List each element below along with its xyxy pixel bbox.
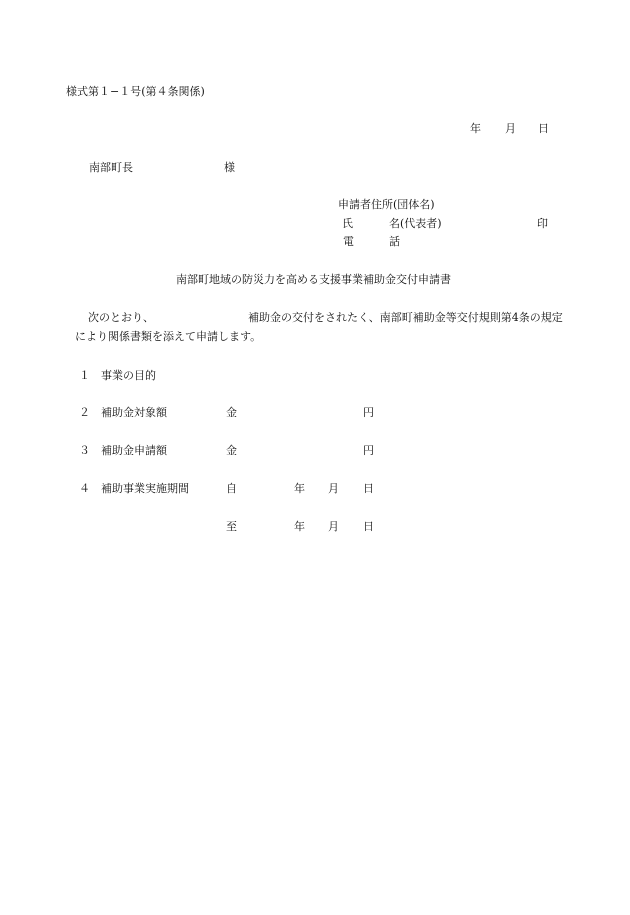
item-2-unit: 円 bbox=[363, 406, 374, 419]
item-1-number: １ bbox=[79, 369, 90, 382]
date-month: 月 bbox=[505, 122, 516, 135]
item-2-number: ２ bbox=[79, 406, 90, 419]
item-4-number: ４ bbox=[79, 482, 90, 495]
date-day: 日 bbox=[538, 122, 549, 135]
item-4-label: 補助事業実施期間 bbox=[101, 482, 189, 495]
item-3-unit: 円 bbox=[363, 444, 374, 457]
item-4-from: 自 bbox=[226, 482, 237, 495]
body-line1-b: 補助金の交付をされたく、南部町補助金等交付規則第4条の規定 bbox=[248, 311, 563, 324]
addressee-honorific: 様 bbox=[224, 161, 235, 174]
applicant-phone-label-1: 電 bbox=[343, 235, 354, 248]
form-number: 様式第１−１号(第４条関係) bbox=[66, 85, 205, 98]
item-3-label: 補助金申請額 bbox=[101, 444, 167, 457]
document-title: 南部町地域の防災力を高める支援事業補助金交付申請書 bbox=[176, 273, 451, 286]
item-4-to-day: 日 bbox=[363, 520, 374, 533]
item-1-label: 事業の目的 bbox=[101, 369, 156, 382]
item-4-from-month: 月 bbox=[328, 482, 339, 495]
item-4-from-year: 年 bbox=[294, 482, 305, 495]
applicant-name-label-2: 名(代表者) bbox=[389, 217, 442, 230]
applicant-name-label-1: 氏 bbox=[342, 217, 353, 230]
applicant-address-label: 申請者住所(団体名) bbox=[338, 198, 435, 211]
seal-mark: 印 bbox=[537, 217, 548, 230]
item-4-to: 至 bbox=[226, 520, 237, 533]
date-year: 年 bbox=[470, 122, 481, 135]
body-line2: により関係書類を添えて申請します。 bbox=[75, 330, 262, 343]
item-3-number: ３ bbox=[79, 444, 90, 457]
item-2-prefix: 金 bbox=[226, 406, 237, 419]
item-4-from-day: 日 bbox=[363, 482, 374, 495]
body-line1-a: 次のとおり、 bbox=[88, 311, 154, 324]
item-4-to-year: 年 bbox=[294, 520, 305, 533]
addressee-name: 南部町長 bbox=[89, 161, 133, 174]
item-4-to-month: 月 bbox=[328, 520, 339, 533]
item-2-label: 補助金対象額 bbox=[101, 406, 167, 419]
applicant-phone-label-2: 話 bbox=[389, 235, 400, 248]
item-3-prefix: 金 bbox=[226, 444, 237, 457]
